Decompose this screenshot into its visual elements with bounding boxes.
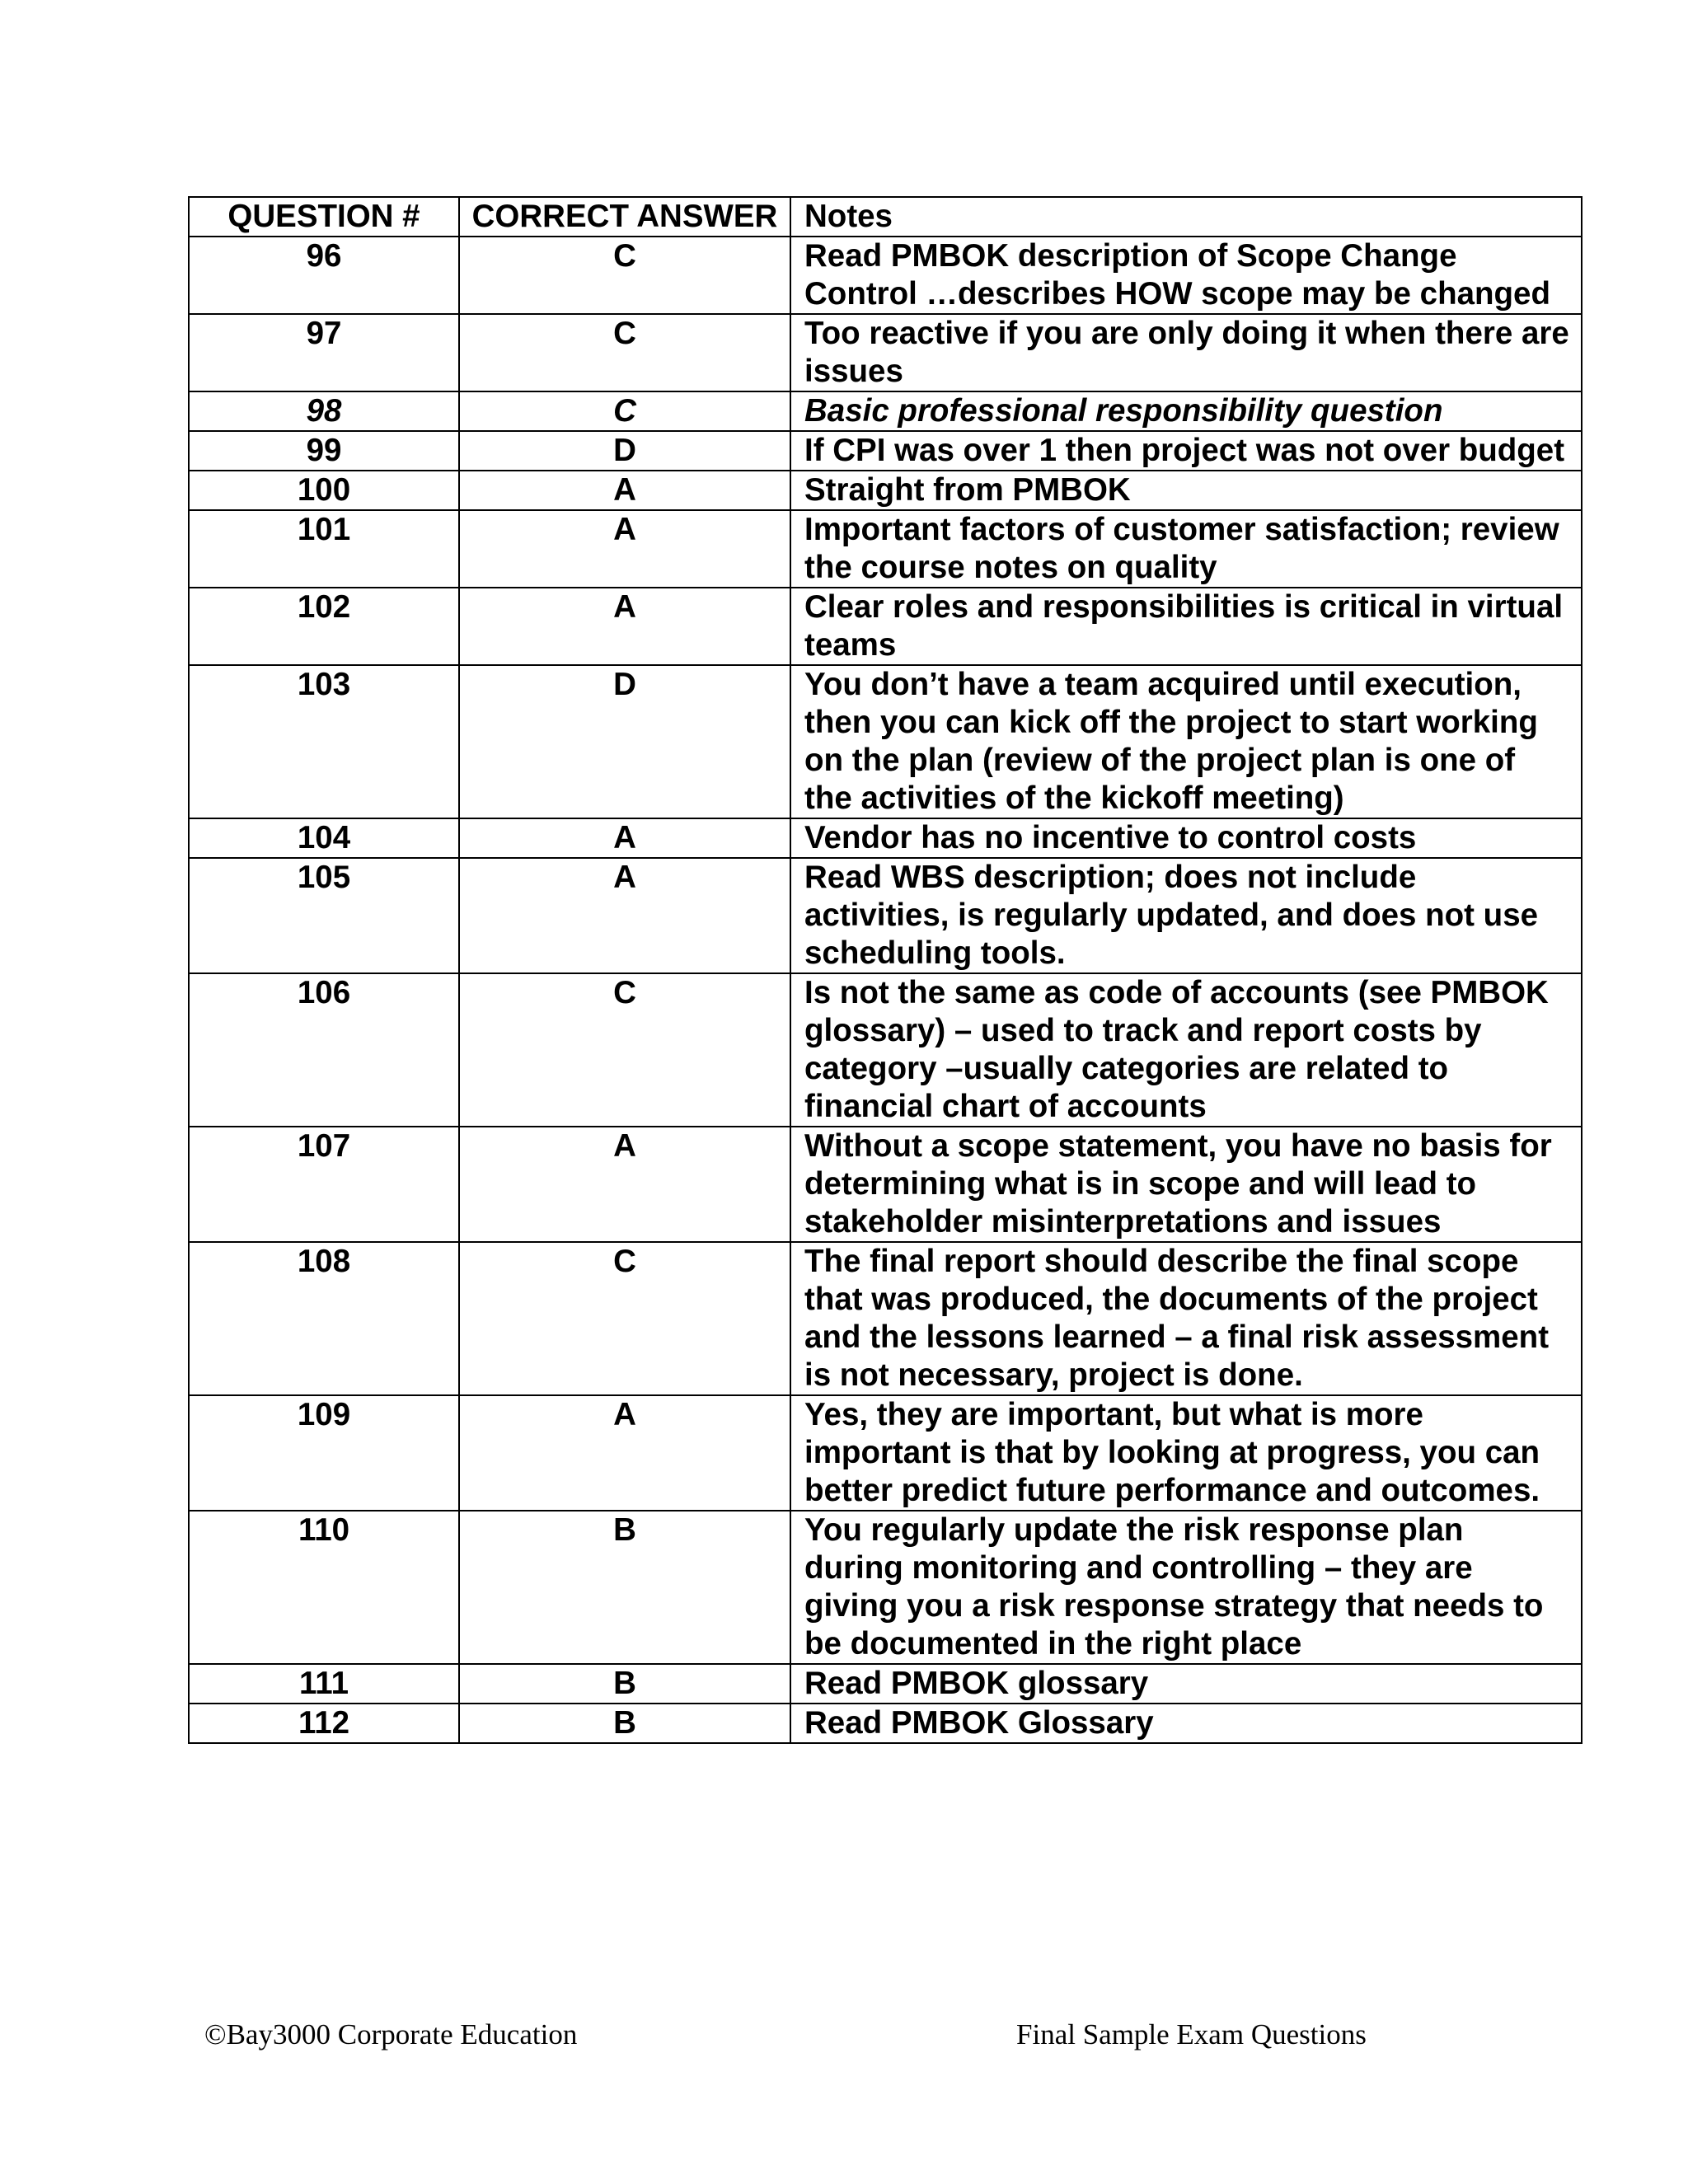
correct-answer-cell: A <box>459 471 790 510</box>
question-number-cell: 101 <box>189 510 459 588</box>
table-row <box>189 1704 1582 1743</box>
correct-answer-cell: B <box>459 1704 790 1743</box>
notes-cell: Straight from PMBOK <box>790 471 1582 510</box>
answer-key-table <box>188 196 1582 1744</box>
table-row <box>189 973 1582 1127</box>
table-row <box>189 391 1582 431</box>
notes-cell: Without a scope statement, you have no basis for determining what is in scope and will lead to stakeholder misinterpretations and issues <box>790 1127 1582 1242</box>
notes-header: Notes <box>790 197 1582 237</box>
notes-cell: Read WBS description; does not include activities, is regularly updated, and does not use scheduling tools. <box>790 858 1582 973</box>
table-row <box>189 510 1582 588</box>
table-row <box>189 1511 1582 1664</box>
correct-answer-header: CORRECT ANSWER <box>459 197 790 237</box>
notes-cell: The final report should describe the final scope that was produced, the documents of the project and the lessons learned – a final risk assessment is not necessary, project is done. <box>790 1242 1582 1395</box>
notes-cell: Too reactive if you are only doing it when there are issues <box>790 314 1582 391</box>
table-row <box>189 431 1582 471</box>
correct-answer-cell: C <box>459 391 790 431</box>
table-row <box>189 1127 1582 1242</box>
correct-answer-cell: B <box>459 1664 790 1704</box>
table-row <box>189 1664 1582 1704</box>
question-number-cell: 111 <box>189 1664 459 1704</box>
table-header-row <box>189 197 1582 237</box>
question-number-cell: 110 <box>189 1511 459 1664</box>
correct-answer-cell: C <box>459 314 790 391</box>
notes-cell: Is not the same as code of accounts (see PMBOK glossary) – used to track and report costs by category –usually categories are related to financial chart of accounts <box>790 973 1582 1127</box>
question-number-cell: 99 <box>189 431 459 471</box>
table-row <box>189 1395 1582 1511</box>
question-number-header: QUESTION # <box>189 197 459 237</box>
question-number-cell: 104 <box>189 818 459 858</box>
table-row <box>189 471 1582 510</box>
question-number-cell: 107 <box>189 1127 459 1242</box>
notes-cell: Clear roles and responsibilities is critical in virtual teams <box>790 588 1582 665</box>
notes-cell: You don’t have a team acquired until execution, then you can kick off the project to start working on the plan (review of the project plan is one of the activities of the kickoff meeting) <box>790 665 1582 818</box>
question-number-cell: 103 <box>189 665 459 818</box>
table-row <box>189 1242 1582 1395</box>
correct-answer-cell: A <box>459 588 790 665</box>
table-row <box>189 237 1582 314</box>
question-number-cell: 97 <box>189 314 459 391</box>
correct-answer-cell: D <box>459 431 790 471</box>
correct-answer-cell: C <box>459 237 790 314</box>
footer-document-title: Final Sample Exam Questions <box>1016 2018 1367 2050</box>
question-number-cell: 109 <box>189 1395 459 1511</box>
table-row <box>189 818 1582 858</box>
question-number-cell: 102 <box>189 588 459 665</box>
table-row <box>189 588 1582 665</box>
correct-answer-cell: A <box>459 818 790 858</box>
notes-cell: Read PMBOK description of Scope Change Control …describes HOW scope may be changed <box>790 237 1582 314</box>
notes-cell: Read PMBOK Glossary <box>790 1704 1582 1743</box>
table-row <box>189 314 1582 391</box>
question-number-cell: 112 <box>189 1704 459 1743</box>
correct-answer-cell: A <box>459 1127 790 1242</box>
question-number-cell: 98 <box>189 391 459 431</box>
question-number-cell: 108 <box>189 1242 459 1395</box>
question-number-cell: 105 <box>189 858 459 973</box>
notes-cell: You regularly update the risk response plan during monitoring and controlling – they are giving you a risk response strategy that needs to be documented in the right place <box>790 1511 1582 1664</box>
notes-cell: Basic professional responsibility question <box>790 391 1582 431</box>
correct-answer-cell: D <box>459 665 790 818</box>
notes-cell: Important factors of customer satisfaction; review the course notes on quality <box>790 510 1582 588</box>
table-row <box>189 665 1582 818</box>
question-number-cell: 100 <box>189 471 459 510</box>
notes-cell: Read PMBOK glossary <box>790 1664 1582 1704</box>
correct-answer-cell: C <box>459 973 790 1127</box>
correct-answer-cell: A <box>459 510 790 588</box>
correct-answer-cell: B <box>459 1511 790 1664</box>
correct-answer-cell: C <box>459 1242 790 1395</box>
question-number-cell: 106 <box>189 973 459 1127</box>
question-number-cell: 96 <box>189 237 459 314</box>
footer-copyright: ©Bay3000 Corporate Education <box>204 2018 578 2050</box>
table-row <box>189 858 1582 973</box>
correct-answer-cell: A <box>459 1395 790 1511</box>
table-body <box>189 237 1582 1743</box>
correct-answer-cell: A <box>459 858 790 973</box>
notes-cell: Yes, they are important, but what is more important is that by looking at progress, you can better predict future performance and outcomes. <box>790 1395 1582 1511</box>
notes-cell: If CPI was over 1 then project was not over budget <box>790 431 1582 471</box>
notes-cell: Vendor has no incentive to control costs <box>790 818 1582 858</box>
